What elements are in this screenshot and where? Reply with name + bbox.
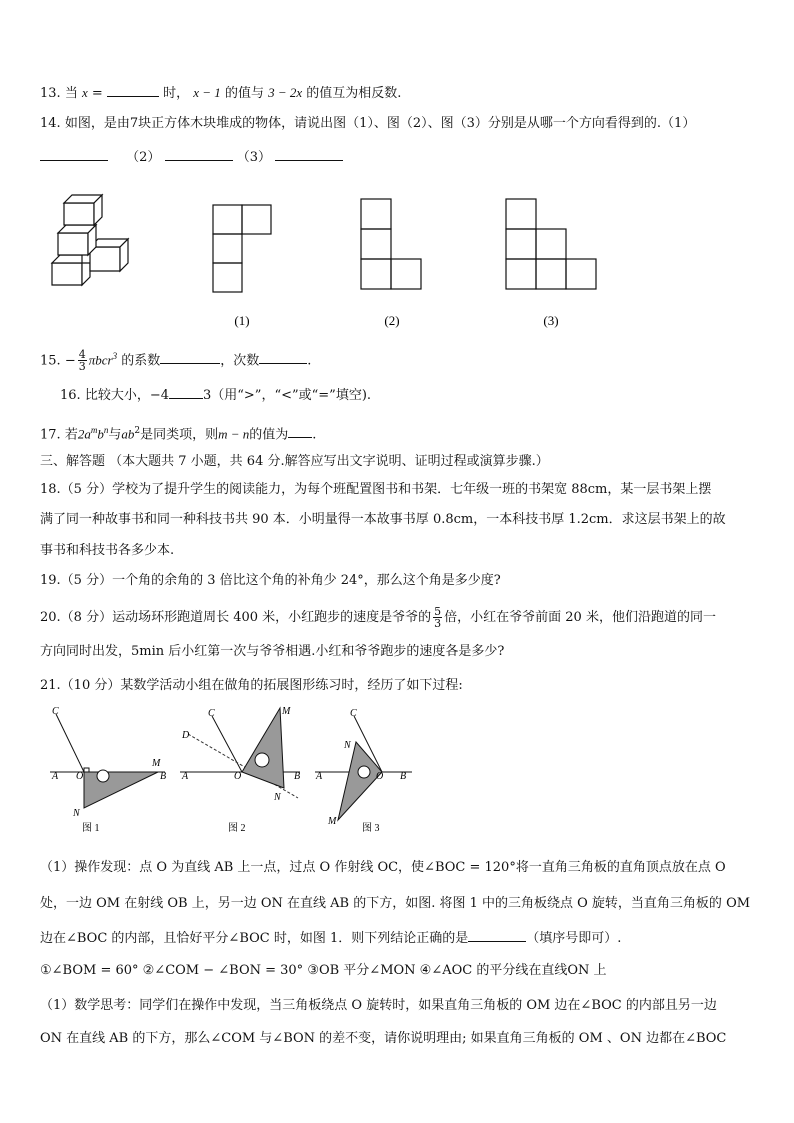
svg-text:N: N <box>344 740 351 751</box>
q13-eq: = <box>91 86 103 101</box>
question-16 <box>60 384 371 405</box>
q17-blank[interactable] <box>288 423 312 438</box>
q20-fraction: $\frac{5}{3}$ <box>434 605 442 630</box>
svg-text:A: A <box>316 771 323 782</box>
q21-fig1-label: 图 1 <box>82 823 100 834</box>
svg-text:M: M <box>152 758 161 769</box>
q13-expr1: x − 1 <box>193 85 221 100</box>
svg-text:O: O <box>76 771 84 782</box>
q15-fraction: $\frac{4}{3}$ <box>78 348 86 374</box>
q20-line-1 <box>40 606 716 629</box>
q17-text2: 与 <box>108 427 122 443</box>
svg-text:M: M <box>282 706 291 717</box>
q15-text3: . <box>307 353 312 369</box>
svg-text:B: B <box>160 771 167 782</box>
view-1 <box>213 205 271 292</box>
q16-text2: 3（用“>”，“<”或“=”填空). <box>203 388 372 403</box>
svg-text:N: N <box>73 808 80 819</box>
q17-term1: 2a <box>77 426 91 442</box>
q13-text4: 的值互为相反数. <box>306 86 402 101</box>
q17-text1: 若 <box>64 427 78 443</box>
q14-figures <box>40 185 640 335</box>
q14-blank-1[interactable] <box>40 146 108 161</box>
q21-figure-2 <box>180 706 300 834</box>
q17-term1-b: b <box>97 426 104 442</box>
q21-figure-1 <box>50 706 166 834</box>
q21-p1c-text: 边在∠BOC 的内部，且恰好平分∠BOC 时，如图 1．则下列结论正确的是 <box>40 931 469 946</box>
q15-blank-1[interactable] <box>160 349 220 364</box>
view-2 <box>361 199 421 289</box>
q18-line-2: 满了同一种故事书和同一种科技书共 90 本．小明量得一本故事书厚 0.8cm，一本科技书厚 1.2cm．求这层书架上的故 <box>40 512 726 527</box>
q14-number: 14. <box>40 116 61 131</box>
view-3 <box>506 199 596 289</box>
q21-part2-line-2: ON 在直线 AB 的下方，那么∠COM 与∠BON 的差不变，请你说明理由; 如果直角三角板的 OM 、ON 边都在∠BOC <box>40 1031 727 1046</box>
svg-text:B: B <box>294 771 301 782</box>
q14-label-2: （2） <box>126 150 161 165</box>
q20-line-2: 方向同时出发，5min 后小红第一次与爷爷相遇.小红和爷爷跑步的速度各是多少? <box>40 644 505 659</box>
q15-number: 15. <box>40 353 61 369</box>
question-14-blanks <box>40 146 343 167</box>
svg-text:C: C <box>52 706 59 717</box>
svg-text:C: C <box>208 708 215 719</box>
question-19: 19.（5 分）一个角的余角的 3 倍比这个角的补角少 24°，那么这个角是多少度? <box>40 573 501 588</box>
q16-blank[interactable] <box>169 384 203 399</box>
svg-text:O: O <box>234 771 242 782</box>
svg-text:C: C <box>350 708 357 719</box>
q17-term2-exp: 2 <box>134 426 141 436</box>
q17-term1-exp-n: n <box>103 425 109 435</box>
q21-figures <box>40 700 440 840</box>
q17-term1-exp-m: m <box>90 425 98 435</box>
view-3-label: (3) <box>543 313 559 328</box>
q13-expr2: 3 − 2x <box>268 85 303 100</box>
q13-text: 当 <box>64 86 78 101</box>
question-15 <box>40 347 311 372</box>
svg-text:D: D <box>182 730 190 741</box>
q13-var: x <box>81 85 88 100</box>
svg-text:A: A <box>52 771 59 782</box>
q14-blank-2[interactable] <box>165 146 233 161</box>
q17-text5: . <box>312 427 317 443</box>
question-17 <box>40 421 316 444</box>
q15-exponent: 3 <box>112 351 118 361</box>
q14-label-3: （3） <box>236 150 271 165</box>
q15-expr: πbcr <box>88 352 113 368</box>
q21-p1c-text2: （填序号即可）. <box>526 931 622 946</box>
svg-text:O: O <box>376 771 384 782</box>
q13-text2: 时， <box>163 86 190 101</box>
q16-number: 16. <box>60 388 81 403</box>
q21-part1-line-2: 处，一边 OM 在射线 OB 上，另一边 ON 在直线 AB 的下方，如图. 将图 1 中的三角板绕点 O 旋转，当直角三角板的 OM <box>40 896 751 911</box>
q15-text1: 的系数 <box>121 353 161 369</box>
q21-part1-line-1: （1）操作发现：点 O 为直线 AB 上一点，过点 O 作射线 OC，使∠BOC = 120°将一直角三角板的直角顶点放在点 O <box>40 860 726 875</box>
q16-text1: 比较大小，−4 <box>84 388 169 403</box>
q17-text4: 的值为 <box>249 427 289 443</box>
svg-text:A: A <box>182 771 189 782</box>
q14-blank-3[interactable] <box>275 146 343 161</box>
q21-line-1: 21.（10 分）某数学活动小组在做角的拓展图形练习时，经历了如下过程: <box>40 678 463 693</box>
q15-text2: ，次数 <box>220 353 260 369</box>
svg-text:N: N <box>274 792 281 803</box>
svg-text:B: B <box>400 771 407 782</box>
section-3-heading: 三、解答题 （本大题共 7 小题，共 64 分.解答应写出文字说明、证明过程或演算步骤.） <box>40 454 549 469</box>
q14-text: 如图，是由7块正方体木块堆成的物体，请说出图（1）、图（2）、图（3）分别是从哪一个方向看得到的.（1） <box>64 116 696 131</box>
q17-text3: 是同类项，则 <box>140 427 219 443</box>
q15-sign: − <box>64 353 76 369</box>
q21-blank[interactable] <box>468 927 526 942</box>
q17-number: 17. <box>40 427 61 443</box>
q21-fig2-label: 图 2 <box>228 823 246 834</box>
q15-blank-2[interactable] <box>259 349 307 364</box>
view-2-label: (2) <box>384 313 400 328</box>
question-13 <box>40 82 401 103</box>
q18-line-1: 18.（5 分）学校为了提升学生的阅读能力，为每个班配置图书和书架．七年级一班的书架宽 88cm，某一层书架上摆 <box>40 482 712 497</box>
q21-fig3-label: 图 3 <box>362 823 380 834</box>
q13-number: 13. <box>40 86 61 101</box>
q13-blank[interactable] <box>107 82 159 97</box>
svg-text:M: M <box>328 816 337 827</box>
q17-expr: m − n <box>218 426 250 442</box>
q21-figure-3 <box>315 708 412 834</box>
view-1-label: (1) <box>234 313 250 328</box>
q17-term2: ab <box>121 426 135 442</box>
q21-part1-line-3 <box>40 927 621 948</box>
q21-part2-line-1: （1）数学思考：同学们在操作中发现，当三角板绕点 O 旋转时，如果直角三角板的 OM 边在∠BOC 的内部且另一边 <box>40 998 717 1013</box>
q20-post: 倍，小红在爷爷前面 20 米，他们沿跑道的同一 <box>444 610 716 625</box>
cube-stack-figure <box>52 195 128 285</box>
question-14 <box>40 115 695 133</box>
q13-text3: 的值与 <box>224 86 264 101</box>
q21-options: ①∠BOM = 60° ②∠COM − ∠BON = 30° ③OB 平分∠MON ④∠AOC 的平分线在直线ON 上 <box>40 963 607 978</box>
q20-pre: 20.（8 分）运动场环形跑道周长 400 米，小红跑步的速度是爷爷的 <box>40 610 432 625</box>
q18-line-3: 事书和科技书各多少本. <box>40 543 175 558</box>
